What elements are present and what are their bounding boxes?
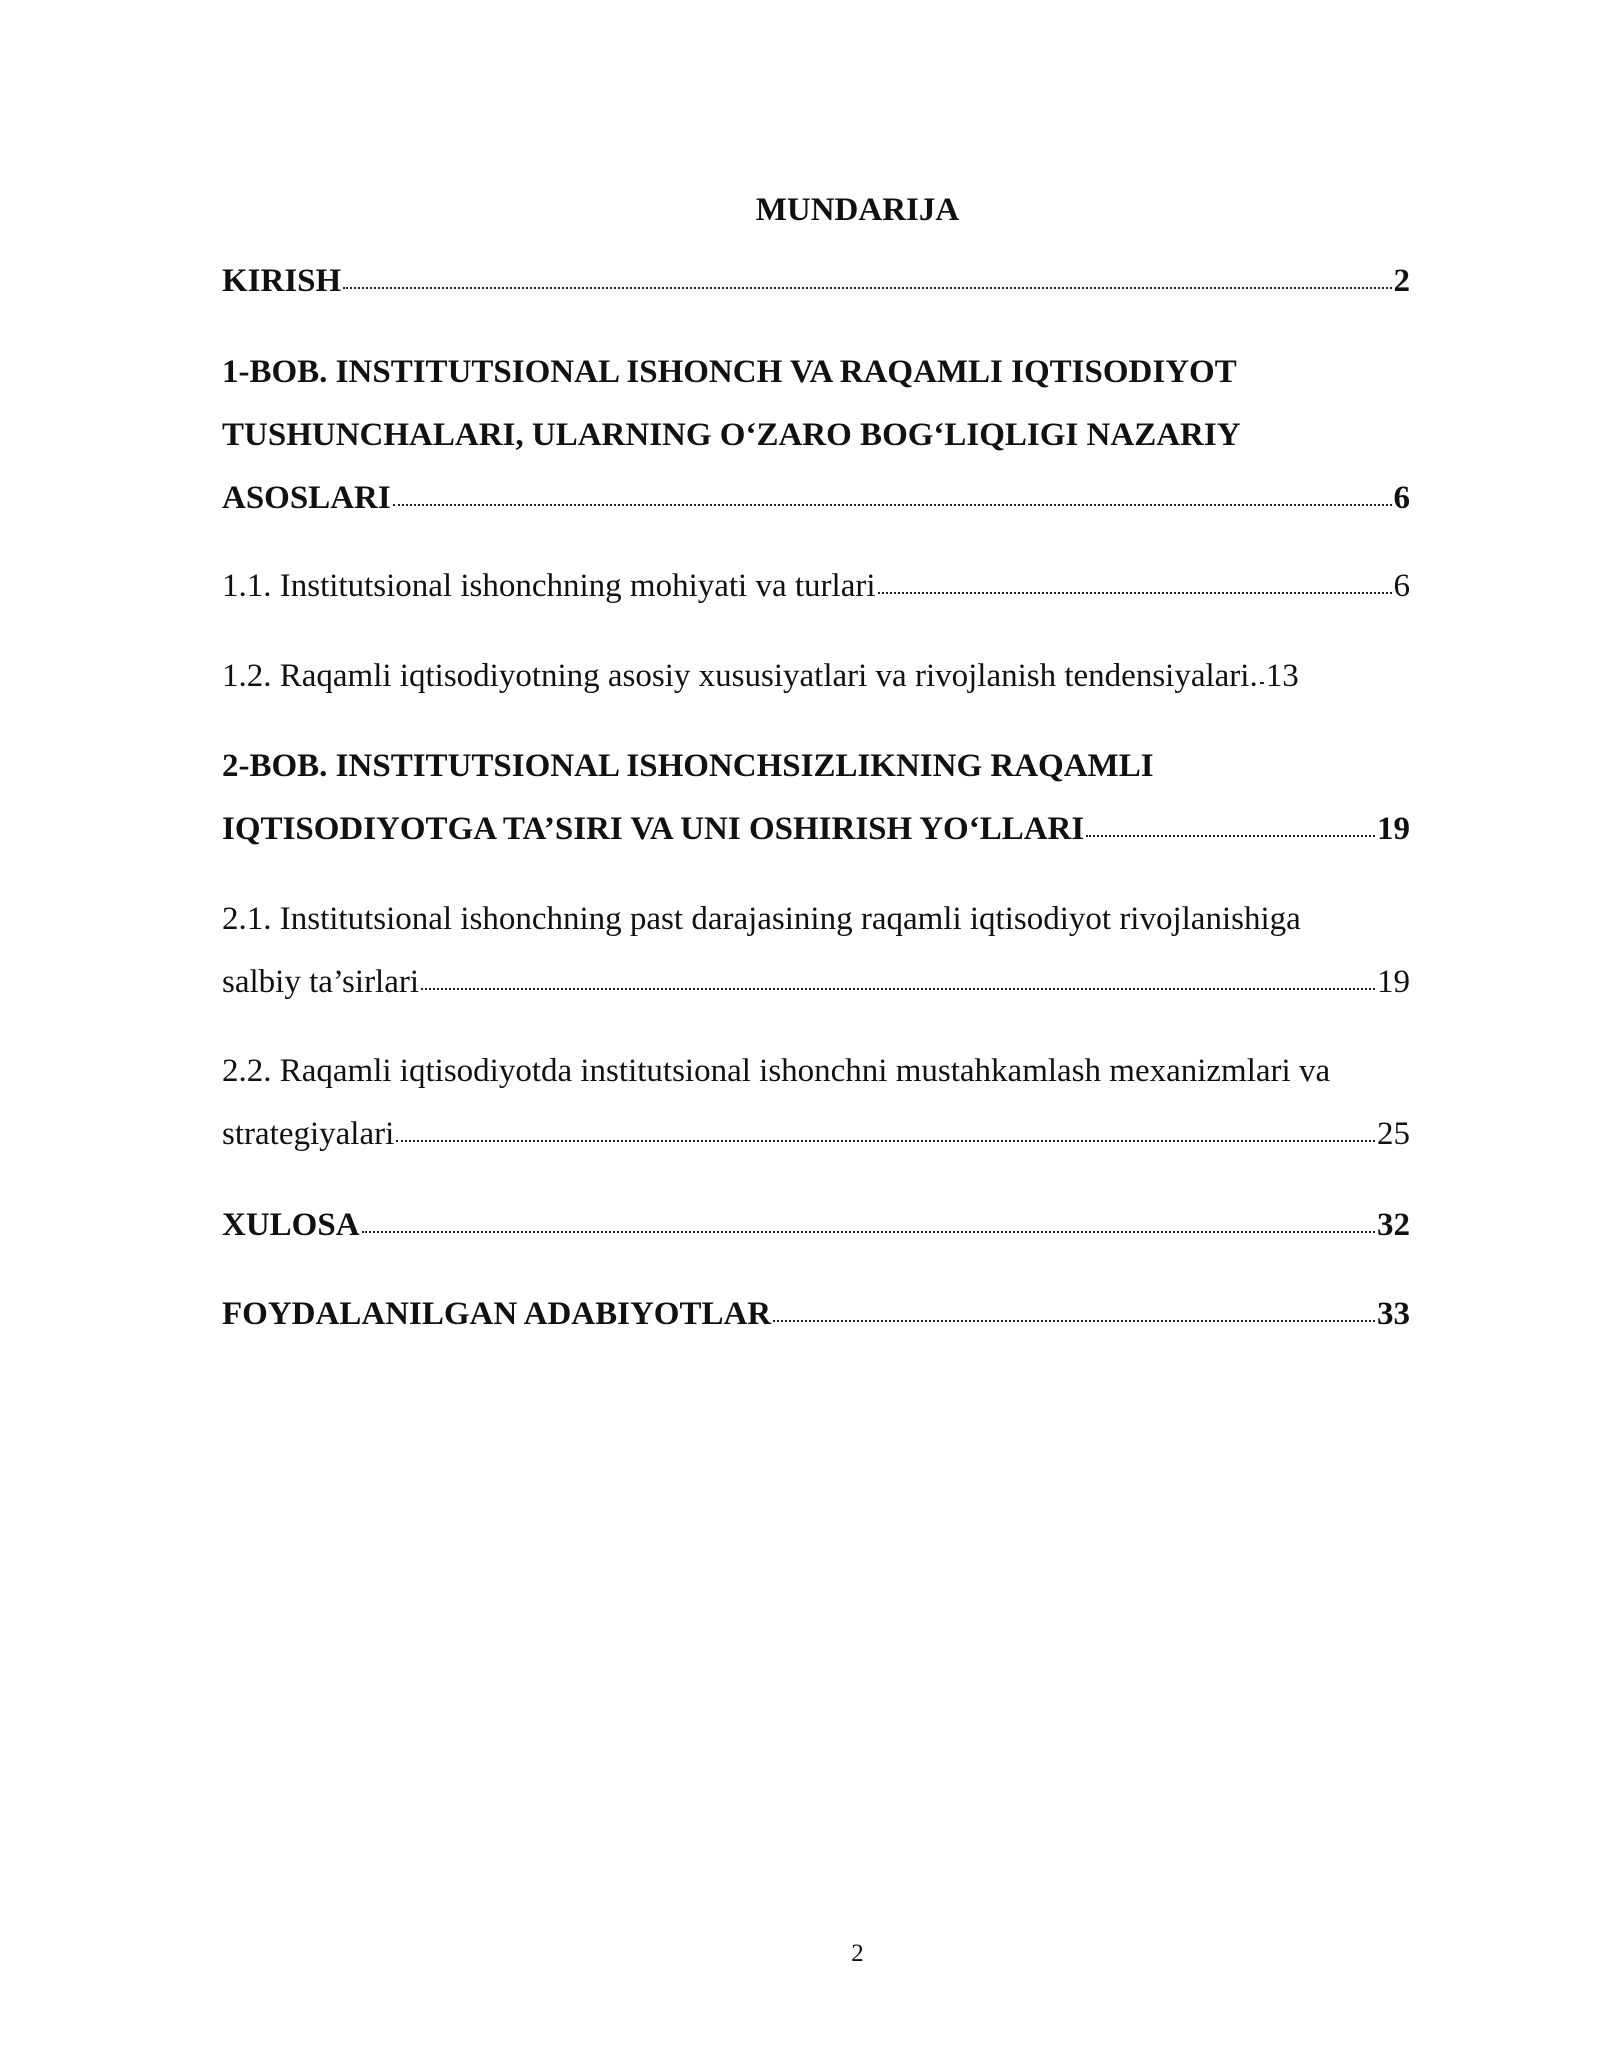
toc-entry-kirish[interactable] xyxy=(222,250,1410,313)
toc-leader-dots xyxy=(362,1231,1375,1233)
toc-entry-section-2-2[interactable] xyxy=(222,1040,1410,1166)
toc-entry-title-line: 1-BOB. INSTITUTSIONAL ISHONCH VA RAQAMLI IQTISODIYOT xyxy=(222,354,1237,390)
toc-entry-title-line: TUSHUNCHALARI, ULARNING O‘ZARO BOG‘LIQLIGI NAZARIY xyxy=(222,417,1241,453)
toc-entry-title: salbiy ta’sirlari xyxy=(222,964,420,1000)
toc-entry-title-line: 2.1. Institutsional ishonchning past darajasining raqamli iqtisodiyot rivojlanishiga xyxy=(222,901,1301,937)
toc-page-number: 6 xyxy=(1393,568,1410,604)
toc-leader-dots xyxy=(1086,835,1375,837)
toc-entry-section-2-1[interactable] xyxy=(222,888,1410,1014)
toc-leader-dots xyxy=(396,1140,1375,1142)
toc-leader-dots xyxy=(421,988,1375,990)
toc-entry-bibliography[interactable] xyxy=(222,1283,1410,1346)
toc-leader-dots xyxy=(1260,682,1264,684)
toc-entry-chapter-1[interactable] xyxy=(222,341,1410,530)
toc-entry-title: KIRISH xyxy=(222,263,342,299)
toc-entry-title: FOYDALANILGAN ADABIYOTLAR xyxy=(222,1296,772,1332)
toc-leader-dots xyxy=(393,504,1392,506)
toc-entry-title: ASOSLARI xyxy=(222,480,391,516)
toc-entry-xulosa[interactable] xyxy=(222,1194,1410,1257)
toc-entry-chapter-2[interactable] xyxy=(222,735,1410,861)
toc-entry-title-line: 2-BOB. INSTITUTSIONAL ISHONCHSIZLIKNING RAQAMLI xyxy=(222,748,1154,784)
toc-page-number: 32 xyxy=(1377,1207,1410,1243)
page-title: MUNDARIJA xyxy=(755,192,960,228)
toc-entry-title: XULOSA xyxy=(222,1207,360,1243)
toc-entry-title: 1.1. Institutsional ishonchning mohiyati va turlari xyxy=(222,568,876,604)
toc-leader-dots xyxy=(343,287,1391,289)
toc-entry-title: IQTISODIYOTGA TA’SIRI VA UNI OSHIRISH YO‘LLARI xyxy=(222,811,1085,847)
toc-page-number: 33 xyxy=(1377,1296,1410,1332)
toc-entry-title-line: 2.2. Raqamli iqtisodiyotda institutsional ishonchni mustahkamlash mexanizmlari va xyxy=(222,1053,1331,1089)
page-number: 2 xyxy=(851,1940,864,1967)
toc-entry-section-1-1[interactable] xyxy=(222,555,1410,618)
toc-page-number: 2 xyxy=(1393,263,1410,299)
toc-leader-dots xyxy=(878,592,1392,594)
toc-entry-section-1-2[interactable] xyxy=(222,645,1410,708)
toc-leader-dots xyxy=(773,1320,1375,1322)
toc-page-number: 19 xyxy=(1377,964,1410,1000)
toc-page-number: 6 xyxy=(1393,480,1410,516)
toc-page-number: 13 xyxy=(1265,658,1299,694)
toc-page-number: 25 xyxy=(1377,1116,1410,1152)
toc-page-number: 19 xyxy=(1377,811,1410,847)
toc-entry-title: strategiyalari xyxy=(222,1116,395,1152)
toc-entry-title: 1.2. Raqamli iqtisodiyotning asosiy xususiyatlari va rivojlanish tendensiyalari. xyxy=(222,658,1258,694)
